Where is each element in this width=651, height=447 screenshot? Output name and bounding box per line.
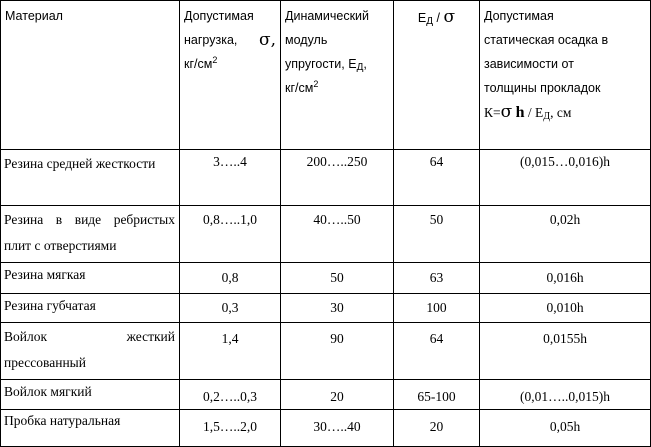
header-modulus <box>281 1 393 149</box>
header-load-line <box>184 52 276 76</box>
table-cell-settlement <box>480 150 650 174</box>
cell-value: 90 <box>330 331 344 346</box>
cell-value: 0,016h <box>546 270 584 285</box>
table-row-name <box>4 380 175 404</box>
header-settlement-line <box>484 52 646 76</box>
header-settlement-text: толщины прокладок <box>484 81 601 95</box>
cell-value: 63 <box>429 270 444 285</box>
cell-value: 65-100 <box>417 389 456 404</box>
table-cell-load <box>180 294 280 322</box>
table-cell-ratio <box>394 410 479 444</box>
superscript: 2 <box>313 78 319 89</box>
header-settlement-text: зависимости от <box>484 57 574 71</box>
header-load-line <box>184 28 276 52</box>
table-cell-ratio <box>394 206 479 234</box>
header-ratio-text: / <box>433 11 444 25</box>
table-cell-ratio <box>394 323 479 355</box>
table-cell-modulus <box>281 263 393 293</box>
table-cell-modulus <box>281 410 393 444</box>
header-settlement-line <box>484 4 646 28</box>
cell-value: 64 <box>429 154 444 169</box>
table-cell-settlement <box>480 263 650 293</box>
subscript: Д <box>426 16 434 27</box>
cell-value: 50 <box>429 212 444 227</box>
cell-value: (0,01…..0,015)h <box>520 389 610 404</box>
header-settlement-text: , см <box>550 105 572 120</box>
header-settlement <box>480 1 650 149</box>
table-cell-load <box>180 206 280 234</box>
cell-value: 0,02h <box>549 212 581 227</box>
header-settlement-text: Допустимая <box>484 9 554 23</box>
sigma-symbol: σ <box>443 7 456 27</box>
table-cell-load <box>180 410 280 444</box>
header-ratio <box>394 1 479 149</box>
table-cell-settlement <box>480 323 650 355</box>
header-load-text: кг/см <box>184 57 213 71</box>
table-row-name <box>4 206 175 262</box>
table-row-name <box>4 294 175 318</box>
cell-value: 20 <box>429 419 444 434</box>
table-cell-load <box>180 150 280 174</box>
table-cell-ratio <box>394 380 479 414</box>
row-name-text <box>4 207 175 259</box>
header-modulus-line <box>285 52 393 76</box>
cell-value: 0,05h <box>549 419 581 434</box>
table-row-name <box>4 410 175 432</box>
cell-value: 1,4 <box>221 331 239 346</box>
header-material <box>1 1 179 149</box>
table-cell-modulus <box>281 380 393 414</box>
header-modulus-text: , <box>363 57 367 71</box>
header-modulus-text: Динамический <box>285 9 370 23</box>
header-modulus-text: модуль <box>285 33 328 47</box>
row-name: Войлок жесткий прессованный <box>4 329 175 370</box>
cell-value: 40…..50 <box>313 212 361 227</box>
cell-value: 100 <box>426 300 447 315</box>
header-modulus-text: кг/см <box>285 81 314 95</box>
header-settlement-text: Е <box>535 105 544 120</box>
header-modulus-line <box>285 4 393 28</box>
table-cell-load <box>180 323 280 355</box>
cell-value: 200…..250 <box>306 154 368 169</box>
table-row-name <box>4 263 175 287</box>
table-cell-load <box>180 380 280 414</box>
header-load-text: нагрузка, <box>184 33 238 47</box>
cell-value: 0,8…..1,0 <box>203 212 257 227</box>
header-modulus-line <box>285 76 393 100</box>
header-load <box>180 1 280 149</box>
table-cell-load <box>180 263 280 293</box>
row-name: Резина мягкая <box>4 267 86 282</box>
header-settlement-text: статическая осадка в <box>484 33 609 47</box>
cell-value: 0,3 <box>221 300 239 315</box>
cell-value: 1,5…..2,0 <box>203 419 257 434</box>
table-row-name <box>4 150 175 205</box>
header-settlement-line <box>484 76 646 100</box>
table-cell-modulus <box>281 294 393 322</box>
cell-value: 64 <box>429 331 444 346</box>
row-name: Резина губчатая <box>4 298 96 313</box>
row-name: Пробка натуральная <box>4 413 121 428</box>
row-name-text <box>4 150 175 178</box>
table-cell-ratio <box>394 294 479 322</box>
row-name: Резина средней жесткости <box>4 156 156 171</box>
row-name: Резина в виде ребристых плит с отверстиями <box>4 212 175 253</box>
table-cell-modulus <box>281 150 393 174</box>
table-row-name <box>4 323 175 379</box>
header-settlement-text: К= <box>484 105 501 120</box>
sigma-symbol: σ, <box>258 30 276 50</box>
header-modulus-line <box>285 28 393 52</box>
cell-value: 50 <box>330 270 344 285</box>
table-cell-settlement <box>480 380 650 414</box>
header-settlement-line <box>484 28 646 52</box>
cell-value: 0,0155h <box>543 331 587 346</box>
table-cell-modulus <box>281 323 393 355</box>
table-cell-settlement <box>480 206 650 234</box>
header-settlement-line <box>484 100 646 125</box>
table-cell-settlement <box>480 294 650 322</box>
cell-value: 0,2…..0,3 <box>203 389 257 404</box>
header-ratio-text: Е <box>417 11 427 25</box>
header-load-text: Допустимая <box>184 9 254 23</box>
header-load-line <box>184 4 276 28</box>
cell-value: (0,015…0,016)h <box>520 154 610 169</box>
subscript: Д <box>543 111 551 122</box>
subscript: Д <box>356 62 364 73</box>
header-modulus-text: упругости, Е <box>285 57 357 71</box>
header-material-label: Материал <box>5 9 63 23</box>
header-settlement-text: h <box>515 104 525 121</box>
cell-value: 30…..40 <box>313 419 361 434</box>
header-settlement-text: / <box>524 105 536 120</box>
row-name: Войлок мягкий <box>4 384 92 399</box>
cell-value: 30 <box>330 300 344 315</box>
superscript: 2 <box>212 54 218 65</box>
cell-value: 20 <box>330 389 344 404</box>
table-cell-ratio <box>394 150 479 174</box>
cell-value: 3…..4 <box>213 154 247 169</box>
sigma-symbol: σ <box>500 102 513 122</box>
cell-value: 0,010h <box>546 300 584 315</box>
table-cell-ratio <box>394 263 479 293</box>
cell-value: 0,8 <box>221 270 239 285</box>
row-name-text <box>4 324 175 376</box>
table-cell-settlement <box>480 410 650 444</box>
table-cell-modulus <box>281 206 393 234</box>
